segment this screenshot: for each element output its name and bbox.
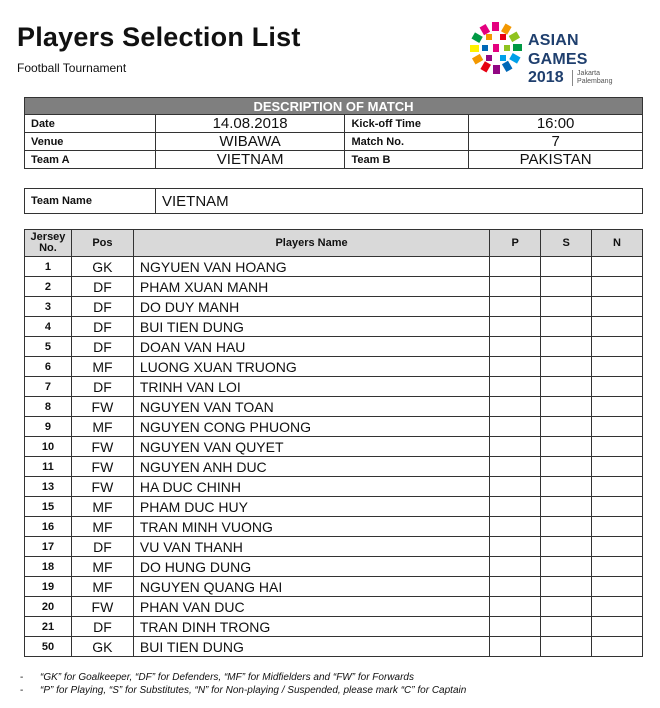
logo-cities <box>572 70 612 86</box>
non-playing-mark-cell[interactable] <box>592 557 643 577</box>
player-row <box>25 597 643 617</box>
non-playing-mark-cell[interactable] <box>592 597 643 617</box>
players-table <box>24 229 643 657</box>
player-position: DF <box>71 297 133 317</box>
substitute-mark-cell[interactable] <box>541 357 592 377</box>
jersey-number: 15 <box>25 497 72 517</box>
player-name: VU VAN THANH <box>133 537 489 557</box>
player-name: LUONG XUAN TRUONG <box>133 357 489 377</box>
match-description-heading: DESCRIPTION OF MATCH <box>25 98 643 115</box>
player-position: DF <box>71 337 133 357</box>
player-name: TRAN MINH VUONG <box>133 517 489 537</box>
player-name: NGYUEN VAN HOANG <box>133 257 489 277</box>
team-b-value: PAKISTAN <box>469 151 643 169</box>
non-playing-mark-cell[interactable] <box>592 257 643 277</box>
jersey-number: 6 <box>25 357 72 377</box>
jersey-number: 1 <box>25 257 72 277</box>
substitute-mark-cell[interactable] <box>541 497 592 517</box>
player-row <box>25 277 643 297</box>
player-row <box>25 477 643 497</box>
player-row <box>25 537 643 557</box>
playing-mark-cell[interactable] <box>490 417 541 437</box>
non-playing-mark-cell[interactable] <box>592 517 643 537</box>
team-name-table <box>24 188 643 214</box>
jersey-number: 7 <box>25 377 72 397</box>
player-name: DO HUNG DUNG <box>133 557 489 577</box>
substitute-mark-cell[interactable] <box>541 397 592 417</box>
match-description-table <box>24 97 643 169</box>
jersey-number: 8 <box>25 397 72 417</box>
player-name: HA DUC CHINH <box>133 477 489 497</box>
player-position: FW <box>71 457 133 477</box>
date-label: Date <box>25 115 156 133</box>
non-playing-mark-cell[interactable] <box>592 297 643 317</box>
player-position: DF <box>71 317 133 337</box>
player-position: DF <box>71 617 133 637</box>
logo-title: ASIAN GAMES <box>528 32 588 68</box>
substitute-mark-cell[interactable] <box>541 477 592 497</box>
n-column-header: N <box>592 230 643 257</box>
non-playing-mark-cell[interactable] <box>592 417 643 437</box>
logo-year: 2018 <box>528 69 564 86</box>
substitute-mark-cell[interactable] <box>541 277 592 297</box>
jersey-number: 19 <box>25 577 72 597</box>
player-position: DF <box>71 537 133 557</box>
substitute-mark-cell[interactable] <box>541 597 592 617</box>
team-a-value: VIETNAM <box>155 151 345 169</box>
match-no-value: 7 <box>469 133 643 151</box>
substitute-mark-cell[interactable] <box>541 297 592 317</box>
team-name-label: Team Name <box>25 189 156 214</box>
player-row <box>25 437 643 457</box>
player-row <box>25 417 643 437</box>
playing-mark-cell[interactable] <box>490 497 541 517</box>
jersey-number: 9 <box>25 417 72 437</box>
player-name: BUI TIEN DUNG <box>133 317 489 337</box>
substitute-mark-cell[interactable] <box>541 577 592 597</box>
asian-games-logo <box>470 18 640 86</box>
substitute-mark-cell[interactable] <box>541 257 592 277</box>
player-row <box>25 257 643 277</box>
player-row <box>25 337 643 357</box>
player-row <box>25 317 643 337</box>
footnote-status: “P” for Playing, “S” for Substitutes, “N” for Non-playing / Suspended, please mark “C” for Captain <box>40 685 467 696</box>
jersey-number: 20 <box>25 597 72 617</box>
player-name: NGUYEN VAN QUYET <box>133 437 489 457</box>
footnotes <box>20 671 466 697</box>
non-playing-mark-cell[interactable] <box>592 437 643 457</box>
substitute-mark-cell[interactable] <box>541 537 592 557</box>
player-row <box>25 297 643 317</box>
player-position: FW <box>71 477 133 497</box>
playing-mark-cell[interactable] <box>490 337 541 357</box>
non-playing-mark-cell[interactable] <box>592 377 643 397</box>
player-rows <box>25 257 643 657</box>
footnote-positions: “GK” for Goalkeeper, “DF” for Defenders, “MF” for Midfielders and “FW” for Forwards <box>40 672 414 683</box>
player-name: TRINH VAN LOI <box>133 377 489 397</box>
page-subtitle: Football Tournament <box>17 61 127 75</box>
substitute-mark-cell[interactable] <box>541 617 592 637</box>
non-playing-mark-cell[interactable] <box>592 637 643 657</box>
substitute-mark-cell[interactable] <box>541 557 592 577</box>
player-name: NGUYEN ANH DUC <box>133 457 489 477</box>
non-playing-mark-cell[interactable] <box>592 457 643 477</box>
player-name: BUI TIEN DUNG <box>133 637 489 657</box>
non-playing-mark-cell[interactable] <box>592 577 643 597</box>
non-playing-mark-cell[interactable] <box>592 317 643 337</box>
venue-label: Venue <box>25 133 156 151</box>
footnote-dash: - <box>20 685 24 696</box>
substitute-mark-cell[interactable] <box>541 457 592 477</box>
logo-city-palembang: Palembang <box>577 78 613 85</box>
team-a-label: Team A <box>25 151 156 169</box>
logo-city-jakarta: Jakarta <box>577 70 601 77</box>
match-no-label: Match No. <box>345 133 469 151</box>
pos-column-header: Pos <box>71 230 133 257</box>
playing-mark-cell[interactable] <box>490 257 541 277</box>
player-row <box>25 497 643 517</box>
player-position: DF <box>71 277 133 297</box>
playing-mark-cell[interactable] <box>490 477 541 497</box>
p-column-header: P <box>490 230 541 257</box>
footnote-dash: - <box>20 672 24 683</box>
non-playing-mark-cell[interactable] <box>592 397 643 417</box>
substitute-mark-cell[interactable] <box>541 377 592 397</box>
playing-mark-cell[interactable] <box>490 457 541 477</box>
team-b-label: Team B <box>345 151 469 169</box>
non-playing-mark-cell[interactable] <box>592 477 643 497</box>
player-name: PHAM XUAN MANH <box>133 277 489 297</box>
playing-mark-cell[interactable] <box>490 437 541 457</box>
non-playing-mark-cell[interactable] <box>592 497 643 517</box>
jersey-number: 18 <box>25 557 72 577</box>
player-row <box>25 397 643 417</box>
team-name-value: VIETNAM <box>156 189 643 214</box>
non-playing-mark-cell[interactable] <box>592 357 643 377</box>
player-name: TRAN DINH TRONG <box>133 617 489 637</box>
player-position: FW <box>71 437 133 457</box>
date-value: 14.08.2018 <box>155 115 345 133</box>
playing-mark-cell[interactable] <box>490 617 541 637</box>
footnote-line <box>20 684 466 697</box>
substitute-mark-cell[interactable] <box>541 317 592 337</box>
player-position: MF <box>71 357 133 377</box>
player-name: PHAN VAN DUC <box>133 597 489 617</box>
playing-mark-cell[interactable] <box>490 637 541 657</box>
player-row <box>25 517 643 537</box>
player-name: NGUYEN VAN TOAN <box>133 397 489 417</box>
jersey-number: 4 <box>25 317 72 337</box>
player-position: MF <box>71 577 133 597</box>
player-position: GK <box>71 257 133 277</box>
player-row <box>25 617 643 637</box>
s-column-header: S <box>541 230 592 257</box>
jersey-number: 16 <box>25 517 72 537</box>
substitute-mark-cell[interactable] <box>541 417 592 437</box>
player-name: DO DUY MANH <box>133 297 489 317</box>
asian-games-emblem-icon <box>470 22 522 74</box>
player-position: MF <box>71 557 133 577</box>
player-row <box>25 637 643 657</box>
playing-mark-cell[interactable] <box>490 537 541 557</box>
playing-mark-cell[interactable] <box>490 277 541 297</box>
playing-mark-cell[interactable] <box>490 377 541 397</box>
playing-mark-cell[interactable] <box>490 397 541 417</box>
substitute-mark-cell[interactable] <box>541 517 592 537</box>
player-name: DOAN VAN HAU <box>133 337 489 357</box>
player-name: NGUYEN CONG PHUONG <box>133 417 489 437</box>
player-position: DF <box>71 377 133 397</box>
player-name: NGUYEN QUANG HAI <box>133 577 489 597</box>
name-column-header: Players Name <box>133 230 489 257</box>
kickoff-label: Kick-off Time <box>345 115 469 133</box>
kickoff-value: 16:00 <box>469 115 643 133</box>
playing-mark-cell[interactable] <box>490 577 541 597</box>
playing-mark-cell[interactable] <box>490 297 541 317</box>
jersey-column-header: Jersey No. <box>25 230 72 257</box>
page-title: Players Selection List <box>17 22 301 52</box>
substitute-mark-cell[interactable] <box>541 637 592 657</box>
player-position: MF <box>71 497 133 517</box>
player-row <box>25 377 643 397</box>
playing-mark-cell[interactable] <box>490 597 541 617</box>
venue-value: WIBAWA <box>155 133 345 151</box>
player-position: MF <box>71 417 133 437</box>
non-playing-mark-cell[interactable] <box>592 617 643 637</box>
jersey-number: 5 <box>25 337 72 357</box>
jersey-number: 17 <box>25 537 72 557</box>
player-row <box>25 557 643 577</box>
jersey-number: 10 <box>25 437 72 457</box>
player-row <box>25 357 643 377</box>
playing-mark-cell[interactable] <box>490 357 541 377</box>
non-playing-mark-cell[interactable] <box>592 277 643 297</box>
player-position: GK <box>71 637 133 657</box>
playing-mark-cell[interactable] <box>490 517 541 537</box>
playing-mark-cell[interactable] <box>490 317 541 337</box>
jersey-number: 3 <box>25 297 72 317</box>
substitute-mark-cell[interactable] <box>541 337 592 357</box>
substitute-mark-cell[interactable] <box>541 437 592 457</box>
jersey-number: 50 <box>25 637 72 657</box>
player-row <box>25 457 643 477</box>
jersey-number: 21 <box>25 617 72 637</box>
footnote-line <box>20 671 466 684</box>
jersey-number: 2 <box>25 277 72 297</box>
jersey-number: 11 <box>25 457 72 477</box>
player-position: FW <box>71 597 133 617</box>
jersey-number: 13 <box>25 477 72 497</box>
playing-mark-cell[interactable] <box>490 557 541 577</box>
player-position: FW <box>71 397 133 417</box>
player-position: MF <box>71 517 133 537</box>
non-playing-mark-cell[interactable] <box>592 537 643 557</box>
non-playing-mark-cell[interactable] <box>592 337 643 357</box>
player-row <box>25 577 643 597</box>
player-name: PHAM DUC HUY <box>133 497 489 517</box>
